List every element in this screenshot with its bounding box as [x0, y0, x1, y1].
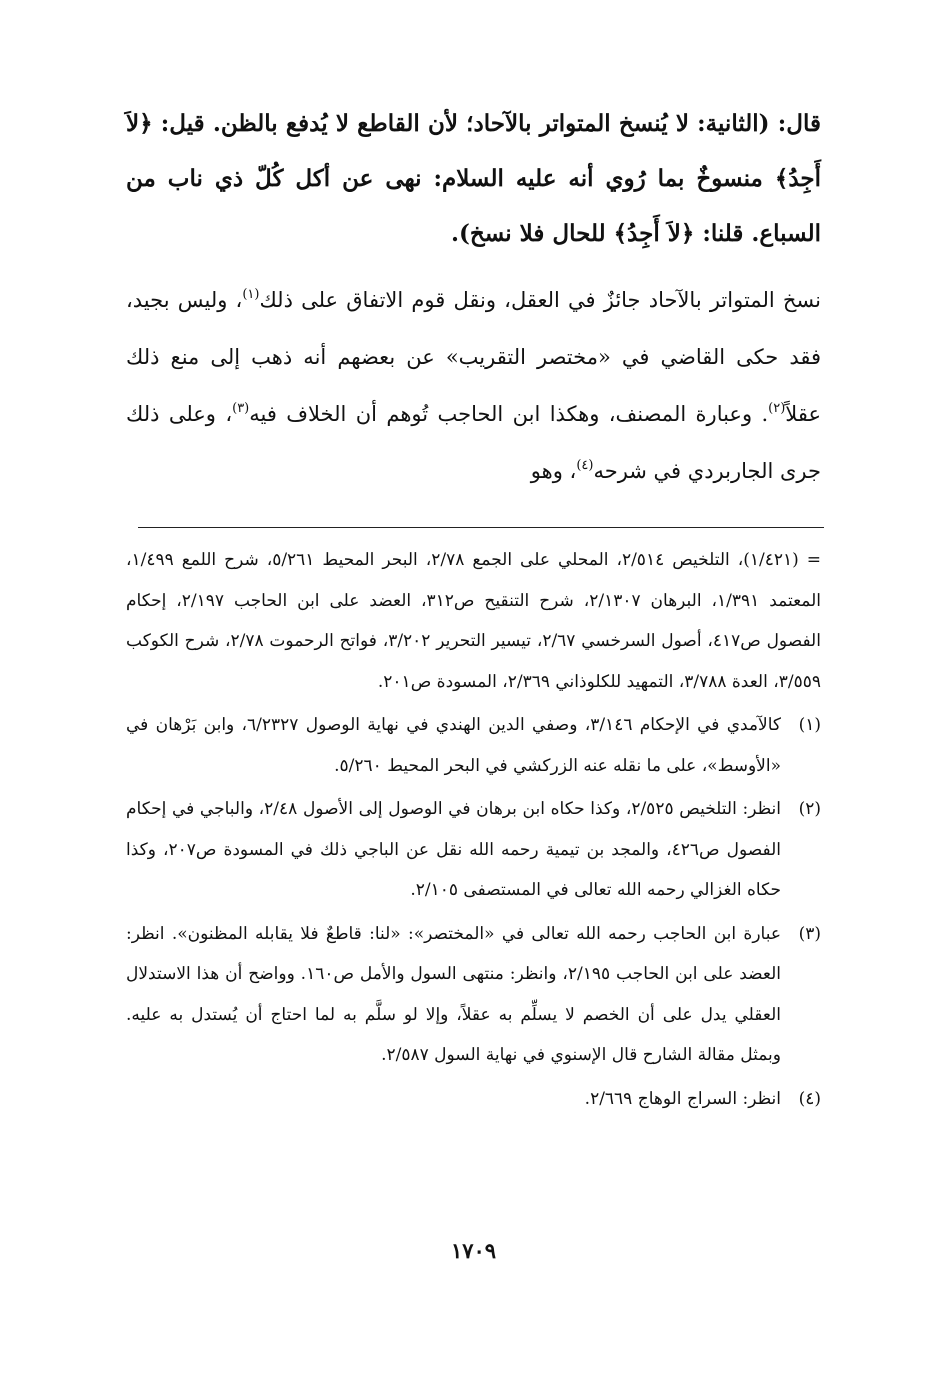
commentary-section	[126, 272, 821, 500]
footnote-ref-2: (٢)	[768, 401, 786, 416]
footnote-text: انظر: السراج الوهاج ٢/٦٦٩.	[584, 1088, 781, 1109]
footnote-4	[126, 1079, 821, 1120]
footnotes-section	[126, 540, 821, 1119]
commentary-text: ، وليس بجيد، فقد حكى القاضي في «مختصر التقريب» عن بعضهم أنه ذهب إلى منع ذلك عقلاً	[126, 288, 821, 426]
commentary-text: ، وعلى ذلك جرى الجاربردي في شرحه	[126, 402, 821, 483]
matn-section	[126, 96, 821, 261]
matn-paragraph: قال: (الثانية: لا يُنسخ المتواتر بالآحاد؛ لأن القاطع لا يُدفع بالظن. قيل: ﴿لاَ أَجِدُ﴾ منسوخٌ بما رُوي أنه عليه السلام: نهى عن أكل كُلّ ذي ناب من السباع. قلنا: ﴿لاَ أَجِدُ﴾ للحال فلا نسخ).	[126, 110, 821, 247]
footnote-number: (٣)	[798, 923, 821, 944]
footnote-number: (٤)	[798, 1088, 821, 1109]
commentary-text: . وعبارة المصنف، وهكذا ابن الحاجب تُوهم أن الخلاف فيه	[249, 402, 769, 426]
footnote-text: كالآمدي في الإحكام ٣/١٤٦، وصفي الدين الهندي في نهاية الوصول ٦/٢٣٢٧، وابن بَرْهان في «الأوسط»، على ما نقله عنه الزركشي في البحر المحيط ٥/٢٦٠.	[126, 715, 781, 776]
footnote-text: انظر: التلخيص ٢/٥٢٥، وكذا حكاه ابن برهان في الوصول إلى الأصول ٢/٤٨، والباجي في إحكام الفصول ص٤٢٦، والمجد بن تيمية رحمه الله نقل عن الباجي ذلك في المسودة ص٢٠٧، وكذا حكاه الغزالي رحمه الله تعالى في المستصفى ٢/١٠٥.	[126, 799, 782, 900]
footnote-number: (١)	[798, 715, 821, 735]
footnote-1	[126, 705, 821, 786]
commentary-text: نسخ المتواتر بالآحاد جائزٌ في العقل، ونقل قوم الاتفاق على ذلك	[259, 288, 821, 312]
footnote-number: (٢)	[798, 799, 821, 819]
commentary-text: ، وهو	[530, 459, 577, 483]
footnote-text: عبارة ابن الحاجب رحمه الله تعالى في «المختصر»: «لنا: قاطعٌ فلا يقابله المظنون». انظر: العضد على ابن الحاجب ٢/١٩٥، وانظر: منتهى السول والأمل ص١٦٠. وواضح أن هذا الاستدلال العقلي يدل على أن الخصم لا يسلِّم به عقلاً، وإلا لو سلَّم به لما احتاج أن يُستدل به عليه. وبمثل مقالة الشارح قال الإسنوي في نهاية السول ٢/٥٨٧.	[126, 923, 782, 1065]
footnote-2	[126, 789, 821, 911]
page-number: ١٧٠٩	[450, 1238, 497, 1263]
footnote-ref-1: (١)	[242, 287, 260, 302]
footnote-ref-3: (٣)	[232, 401, 250, 416]
footnote-3	[126, 914, 821, 1076]
footnote-ref-4: (٤)	[576, 458, 594, 473]
commentary-paragraph	[126, 272, 821, 500]
footnote-divider	[138, 527, 824, 528]
footnote-continuation: = (١/٤٢١)، التلخيص ٢/٥١٤، المحلي على الجمع ٢/٧٨، البحر المحيط ٥/٢٦١، شرح اللمع ١/٤٩٩، المعتمد ١/٣٩١، البرهان ٢/١٣٠٧، شرح التنقيح ص٣١٢، العضد على ابن الحاجب ٢/١٩٧، إحكام الفصول ص٤١٧، أصول السرخسي ٢/٦٧، تيسير التحرير ٣/٢٠٢، فواتح الرحموت ٢/٧٨، شرح الكوكب ٣/٥٥٩، العدة ٣/٧٨٨، التمهيد للكلوذاني ٢/٣٦٩، المسودة ص٢٠١.	[126, 550, 822, 692]
